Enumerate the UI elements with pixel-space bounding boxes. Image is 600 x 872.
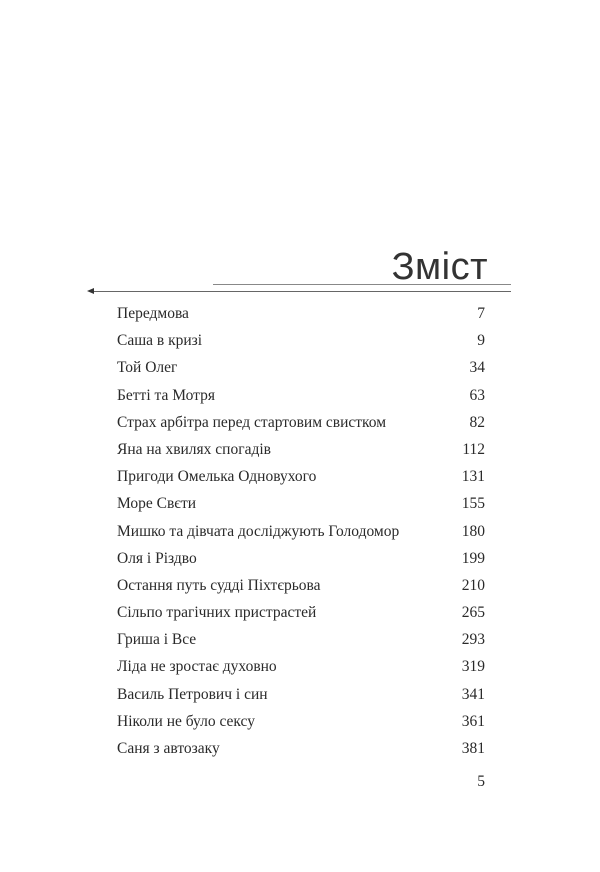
- toc-entry[interactable]: [117, 521, 485, 548]
- toc-entry[interactable]: [117, 493, 485, 520]
- toc-entry-title: Мишко та дівчата досліджують Голодомор: [117, 522, 400, 540]
- toc-entry-title: Остання путь судді Піхтєрьова: [117, 576, 321, 594]
- toc-entry-page: 63: [469, 386, 485, 404]
- arrow-left-icon: [87, 288, 94, 294]
- toc-entry-page: 131: [461, 468, 485, 486]
- toc-entry-title: Саша в кризі: [117, 332, 203, 350]
- toc-entry-title: Море Свєти: [117, 495, 197, 513]
- page-title: Зміст: [391, 246, 488, 288]
- toc-entry-page: 112: [462, 440, 485, 458]
- toc-entry[interactable]: [117, 466, 485, 493]
- toc-entry-page: 210: [461, 576, 485, 594]
- toc-entry[interactable]: [117, 303, 485, 330]
- toc-entry[interactable]: [117, 412, 485, 439]
- toc-entry-title: Пригоди Омелька Одновухого: [117, 468, 317, 486]
- toc-entry-page: 361: [461, 712, 485, 730]
- toc-entry-title: Страх арбітра перед стартовим свистком: [117, 413, 387, 431]
- toc-entry[interactable]: [117, 602, 485, 629]
- toc-entry-page: 180: [461, 522, 485, 540]
- toc-entry-title: Бетті та Мотря: [117, 386, 216, 404]
- toc-entry-page: 199: [461, 549, 485, 567]
- toc-entry-page: 341: [461, 685, 485, 703]
- toc-entry[interactable]: [117, 738, 485, 765]
- toc-entry[interactable]: [117, 439, 485, 466]
- toc-entry-title: Ліда не зростає духовно: [117, 658, 277, 676]
- page-number: 5: [477, 773, 485, 790]
- toc-entry[interactable]: [117, 656, 485, 683]
- toc-entry-title: Ніколи не було сексу: [117, 712, 255, 730]
- title-rule: [213, 284, 511, 285]
- toc-entry-title: Передмова: [117, 305, 189, 322]
- toc-entry-page: 82: [469, 413, 485, 431]
- toc-entry-title: Василь Петрович і син: [117, 685, 268, 703]
- toc-entry[interactable]: [117, 684, 485, 711]
- toc-entry[interactable]: [117, 575, 485, 602]
- toc-entry-page: 155: [461, 495, 485, 513]
- toc-entry[interactable]: [117, 711, 485, 738]
- toc-entry-title: Оля і Різдво: [117, 549, 197, 567]
- toc-entry[interactable]: [117, 548, 485, 575]
- toc-entry-page: 9: [477, 332, 485, 350]
- toc-entry-title: Той Олег: [117, 359, 178, 377]
- arrow-rule: [92, 291, 511, 292]
- toc-entry-page: 293: [461, 631, 485, 649]
- toc-entry-title: Яна на хвилях спогадів: [117, 440, 271, 458]
- toc-entry[interactable]: [117, 357, 485, 384]
- toc-entry-page: 34: [469, 359, 485, 377]
- toc-entry-title: Саня з автозаку: [117, 740, 220, 757]
- toc-entry-page: 381: [461, 740, 485, 757]
- toc-entry[interactable]: [117, 385, 485, 412]
- toc-entry[interactable]: [117, 629, 485, 656]
- toc-entry-title: Гриша і Все: [117, 631, 197, 649]
- toc-entry-page: 319: [461, 658, 485, 676]
- toc-entry-title: Сільпо трагічних пристрастей: [117, 604, 317, 622]
- toc-entry-page: 7: [477, 305, 485, 322]
- toc-entry-page: 265: [461, 604, 485, 622]
- table-of-contents: [117, 303, 485, 765]
- toc-entry[interactable]: [117, 330, 485, 357]
